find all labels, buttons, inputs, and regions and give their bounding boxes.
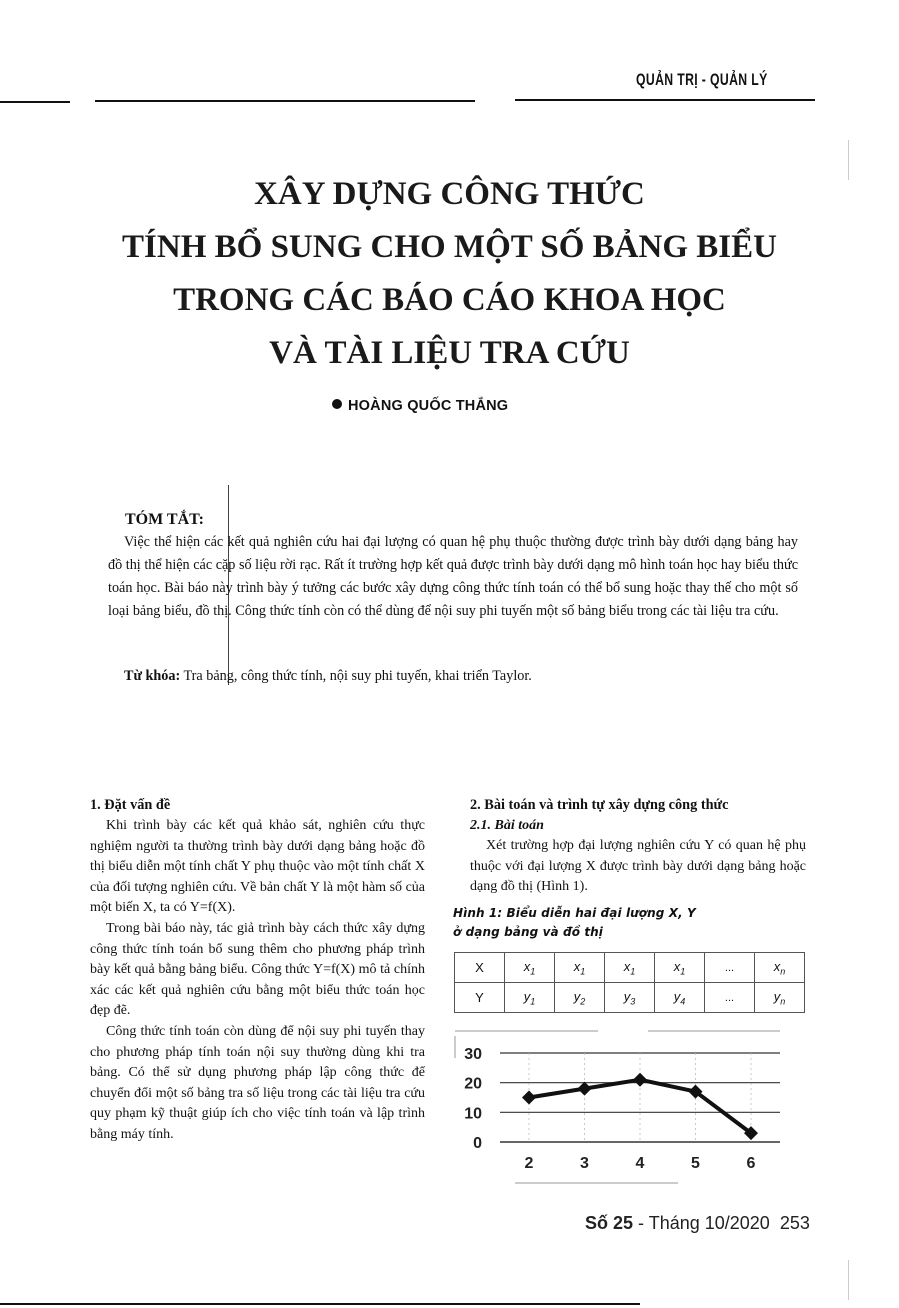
page-edge	[848, 1260, 849, 1300]
table-cell: $y_3$	[604, 983, 654, 1013]
abstract-label: TÓM TẮT:	[125, 511, 204, 528]
header-rule-middle	[95, 100, 475, 102]
table-cell: $y_n$	[754, 983, 804, 1013]
section-tag: QUẢN TRỊ - QUẢN LÝ	[636, 70, 768, 89]
header-rule-right	[515, 99, 815, 101]
table-row-header: Y	[455, 983, 505, 1013]
issue-date: Tháng 10/2020	[648, 1213, 770, 1233]
svg-text:0: 0	[473, 1135, 482, 1152]
table-cell: $x_1$	[504, 953, 554, 983]
table-row	[455, 983, 805, 1013]
table-cell: $y_2$	[554, 983, 604, 1013]
paragraph: Xét trường hợp đại lượng nghiên cứu Y có quan hệ phụ thuộc với đại lượng X được trình bày dưới dạng bảng hoặc dạng đồ thị (Hình 1).	[470, 838, 806, 895]
figure-caption-line: Hình 1: Biểu diễn hai đại lượng X, Y	[453, 905, 696, 920]
keywords-label: Từ khóa:	[124, 668, 181, 684]
page-edge	[848, 140, 849, 180]
table-row	[455, 953, 805, 983]
svg-text:3: 3	[580, 1155, 589, 1172]
bullet-icon	[332, 399, 342, 409]
figure-caption-line: ở dạng bảng và đồ thị	[453, 924, 604, 939]
table-cell: $y_1$	[504, 983, 554, 1013]
keywords	[124, 668, 532, 685]
title-line: XÂY DỰNG CÔNG THỨC	[254, 176, 645, 212]
abstract-text	[108, 531, 798, 623]
table-cell: $x_1$	[554, 953, 604, 983]
title-line: TRONG CÁC BÁO CÁO KHOA HỌC	[173, 282, 726, 318]
issue-number: Số 25	[585, 1213, 634, 1233]
svg-text:4: 4	[635, 1155, 645, 1172]
svg-text:2: 2	[524, 1155, 534, 1172]
section-2-heading: 2. Bài toán và trình tự xây dựng công thức	[470, 797, 729, 813]
column-left	[90, 795, 425, 1146]
page-number: 253	[779, 1213, 810, 1233]
svg-text:20: 20	[464, 1075, 482, 1093]
table-cell: ...	[705, 983, 755, 1013]
title-line: VÀ TÀI LIỆU TRA CỨU	[269, 335, 630, 371]
table-cell: $x_1$	[604, 953, 654, 983]
svg-text:6: 6	[746, 1155, 756, 1172]
table-cell: $x_n$	[754, 953, 804, 983]
page-footer	[585, 1213, 810, 1234]
table-cell: $y_4$	[654, 983, 704, 1013]
footer-rule	[0, 1303, 640, 1305]
paragraph: Trong bài báo này, tác giả trình bày cách thức xây dựng công thức tính toán bổ sung thêm cho phương pháp trình bày kết quả bằng bảng biểu. Công thức Y=f(X) mô tả chính xác các kết quả nghiên cứu bằng một biểu thức toán học đẹp đẽ.	[90, 920, 425, 1019]
abstract-paragraph: Việc thể hiện các kết quả nghiên cứu hai đại lượng có quan hệ phụ thuộc thường được trình bày dưới dạng bảng hay đồ thị thể hiện các cặp số liệu rời rạc. Rất ít trường hợp kết quả được trình bày dưới dạng mô hình toán học hay biểu thức toán học. Bài báo này trình bày ý tưởng các bước xây dựng công thức tính toán có thể bổ sung hoặc thay thế cho một số loại bảng biểu, đồ thị. Công thức tính còn có thể dùng để nội suy phi tuyến một số bảng biểu trong các tài liệu tra cứu.	[108, 534, 798, 619]
column-right	[453, 795, 806, 942]
paragraph: Khi trình bày các kết quả khảo sát, nghiên cứu thực nghiệm người ta thường trình bày dưới dạng bảng hoặc đồ thị biểu diễn một tính chất Y phụ thuộc vào một tính chất X của đối tượng nghiên cứu. Về bản chất Y là một hàm số của một biến X, ta có Y=f(X).	[90, 818, 425, 916]
svg-text:10: 10	[464, 1105, 482, 1123]
table-cell: ...	[705, 953, 755, 983]
table-cell: $x_1$	[654, 953, 704, 983]
table-row-header: X	[455, 953, 505, 983]
header-rule-left	[0, 101, 70, 103]
section-1-heading: 1. Đặt vấn đề	[90, 797, 171, 813]
svg-text:30: 30	[464, 1046, 482, 1063]
footer-separator: -	[633, 1213, 649, 1233]
article-title	[0, 168, 899, 380]
paragraph: Công thức tính toán còn dùng để nội suy phi tuyến thay cho phương pháp tính toán nội suy thường dùng khi tra bảng. Có thể sử dụng phương pháp lập công thức để chuyển đổi một số bảng tra số liệu trong các tài liệu tra cứu quy phạm kỹ thuật giúp ích cho việc tính toán và lập trình bằng máy tính.	[90, 1023, 425, 1142]
line-chart	[450, 1028, 810, 1188]
figure-table	[454, 952, 805, 1013]
title-line: TÍNH BỔ SUNG CHO MỘT SỐ BẢNG BIỂU	[122, 229, 777, 265]
author-name: HOÀNG QUỐC THẮNG	[348, 398, 509, 414]
keywords-list: Tra bảng, công thức tính, nội suy phi tuyến, khai triển Taylor.	[180, 668, 532, 684]
figure-chart	[450, 1028, 810, 1188]
section-2-1-heading: 2.1. Bài toán	[470, 818, 544, 833]
figure-caption	[453, 904, 806, 942]
author-byline	[332, 398, 508, 414]
svg-text:5: 5	[691, 1155, 700, 1172]
